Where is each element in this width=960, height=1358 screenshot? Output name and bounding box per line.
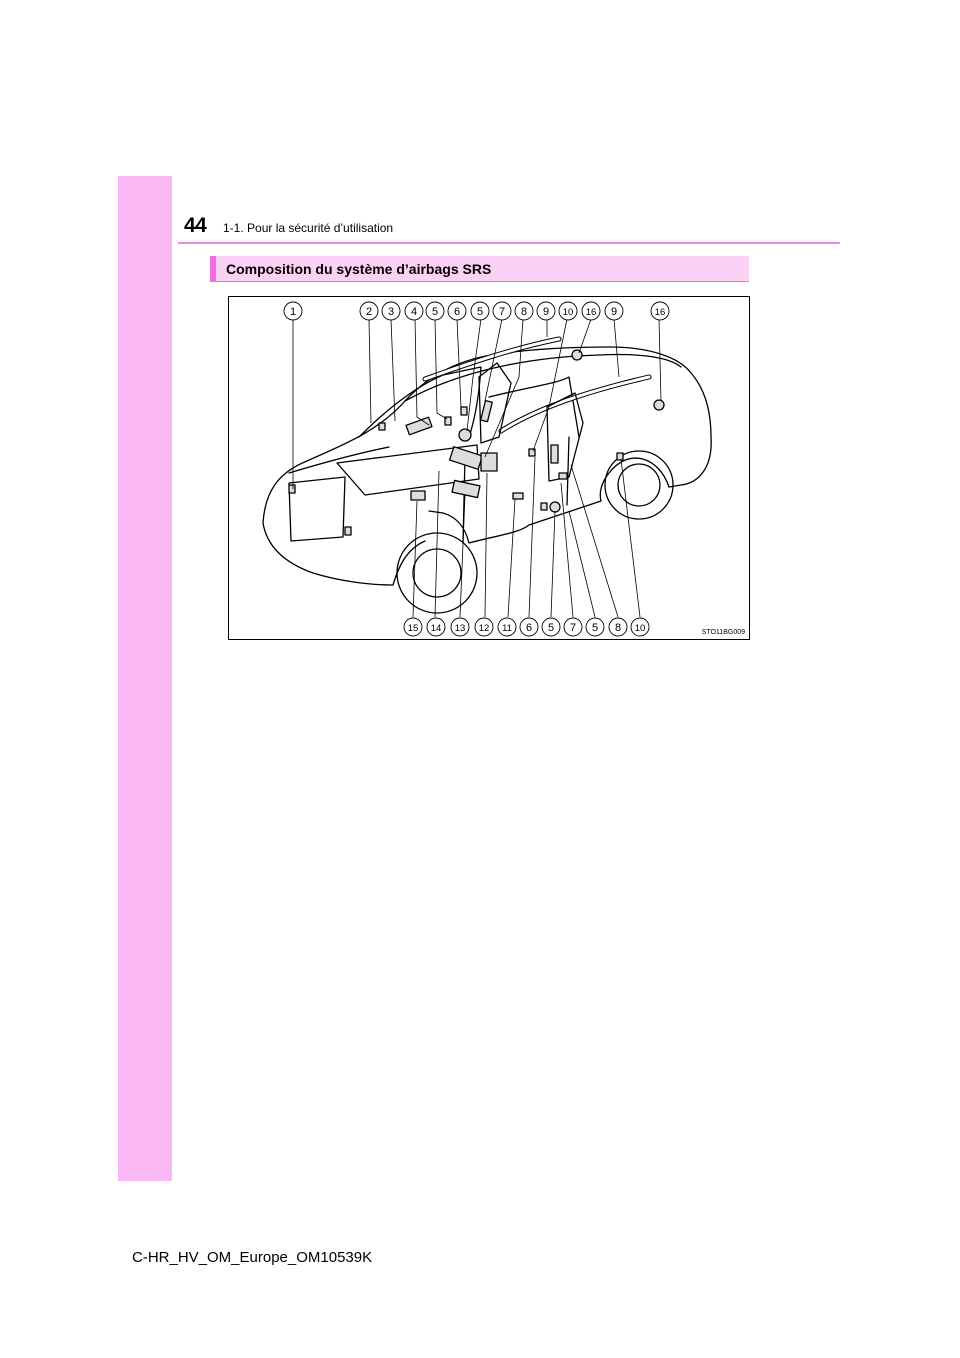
callout-top-5 bbox=[426, 302, 444, 320]
svg-text:5: 5 bbox=[476, 306, 484, 318]
svg-text:7: 7 bbox=[498, 306, 506, 318]
svg-text:9: 9 bbox=[542, 306, 550, 318]
callout-bottom-8 bbox=[564, 618, 582, 636]
callout-top-2 bbox=[360, 302, 378, 320]
svg-text:8: 8 bbox=[520, 306, 528, 318]
svg-text:10: 10 bbox=[634, 623, 646, 634]
side-tab bbox=[118, 176, 172, 1181]
callout-bottom-1 bbox=[404, 618, 422, 636]
svg-text:9: 9 bbox=[610, 306, 618, 318]
svg-text:1: 1 bbox=[289, 306, 297, 318]
callout-top-6 bbox=[448, 302, 466, 320]
callout-top-13 bbox=[605, 302, 623, 320]
svg-text:8: 8 bbox=[614, 622, 622, 634]
curtain-airbag-rear bbox=[501, 377, 649, 431]
running-header: 1-1. Pour la sécurité d’utilisation bbox=[223, 221, 394, 235]
section-banner bbox=[210, 256, 749, 282]
svg-text:3: 3 bbox=[387, 306, 395, 318]
svg-text:15: 15 bbox=[407, 623, 419, 634]
callout-top-12 bbox=[582, 302, 600, 320]
svg-text:6: 6 bbox=[525, 622, 533, 634]
header-divider bbox=[178, 242, 840, 244]
svg-text:14: 14 bbox=[430, 623, 442, 634]
callout-bottom-10 bbox=[609, 618, 627, 636]
car-front-lower bbox=[263, 523, 425, 585]
svg-text:5: 5 bbox=[431, 306, 439, 318]
car-illustration bbox=[229, 297, 751, 641]
figure-code: STO11BG009 bbox=[701, 629, 745, 636]
callout-bottom-6 bbox=[520, 618, 538, 636]
svg-text:5: 5 bbox=[591, 622, 599, 634]
top-callouts bbox=[284, 302, 669, 320]
svg-text:6: 6 bbox=[453, 306, 461, 318]
callout-bottom-7 bbox=[542, 618, 560, 636]
callout-bottom-5 bbox=[498, 618, 516, 636]
airbag-diagram bbox=[228, 296, 750, 640]
svg-text:2: 2 bbox=[365, 306, 373, 318]
callout-top-10 bbox=[537, 302, 555, 320]
svg-text:13: 13 bbox=[454, 623, 466, 634]
callout-top-11 bbox=[559, 302, 577, 320]
callout-bottom-4 bbox=[475, 618, 493, 636]
callout-bottom-2 bbox=[427, 618, 445, 636]
leader-lines-bottom bbox=[413, 457, 640, 617]
callout-top-1 bbox=[284, 302, 302, 320]
door-line-rear bbox=[567, 437, 569, 505]
callout-top-3 bbox=[382, 302, 400, 320]
bottom-callouts bbox=[404, 618, 649, 636]
callout-bottom-9 bbox=[586, 618, 604, 636]
svg-text:5: 5 bbox=[547, 622, 555, 634]
seat-front bbox=[479, 363, 511, 443]
callout-top-8 bbox=[493, 302, 511, 320]
svg-text:10: 10 bbox=[562, 307, 574, 318]
callout-top-7 bbox=[471, 302, 489, 320]
callout-bottom-3 bbox=[451, 618, 469, 636]
callout-top-4 bbox=[405, 302, 423, 320]
svg-text:16: 16 bbox=[585, 307, 597, 318]
callout-top-9 bbox=[515, 302, 533, 320]
svg-text:4: 4 bbox=[410, 306, 418, 318]
section-title: Composition du système d’airbags SRS bbox=[226, 261, 492, 277]
page-number: 44 bbox=[184, 214, 207, 237]
svg-text:7: 7 bbox=[569, 622, 577, 634]
document-id: C-HR_HV_OM_Europe_OM10539K bbox=[132, 1249, 373, 1266]
callout-top-14 bbox=[651, 302, 669, 320]
svg-text:11: 11 bbox=[502, 623, 512, 634]
callout-bottom-11 bbox=[631, 618, 649, 636]
svg-text:16: 16 bbox=[654, 307, 666, 318]
hood bbox=[289, 447, 389, 473]
svg-text:12: 12 bbox=[478, 623, 490, 634]
rear-wheel bbox=[605, 451, 673, 519]
